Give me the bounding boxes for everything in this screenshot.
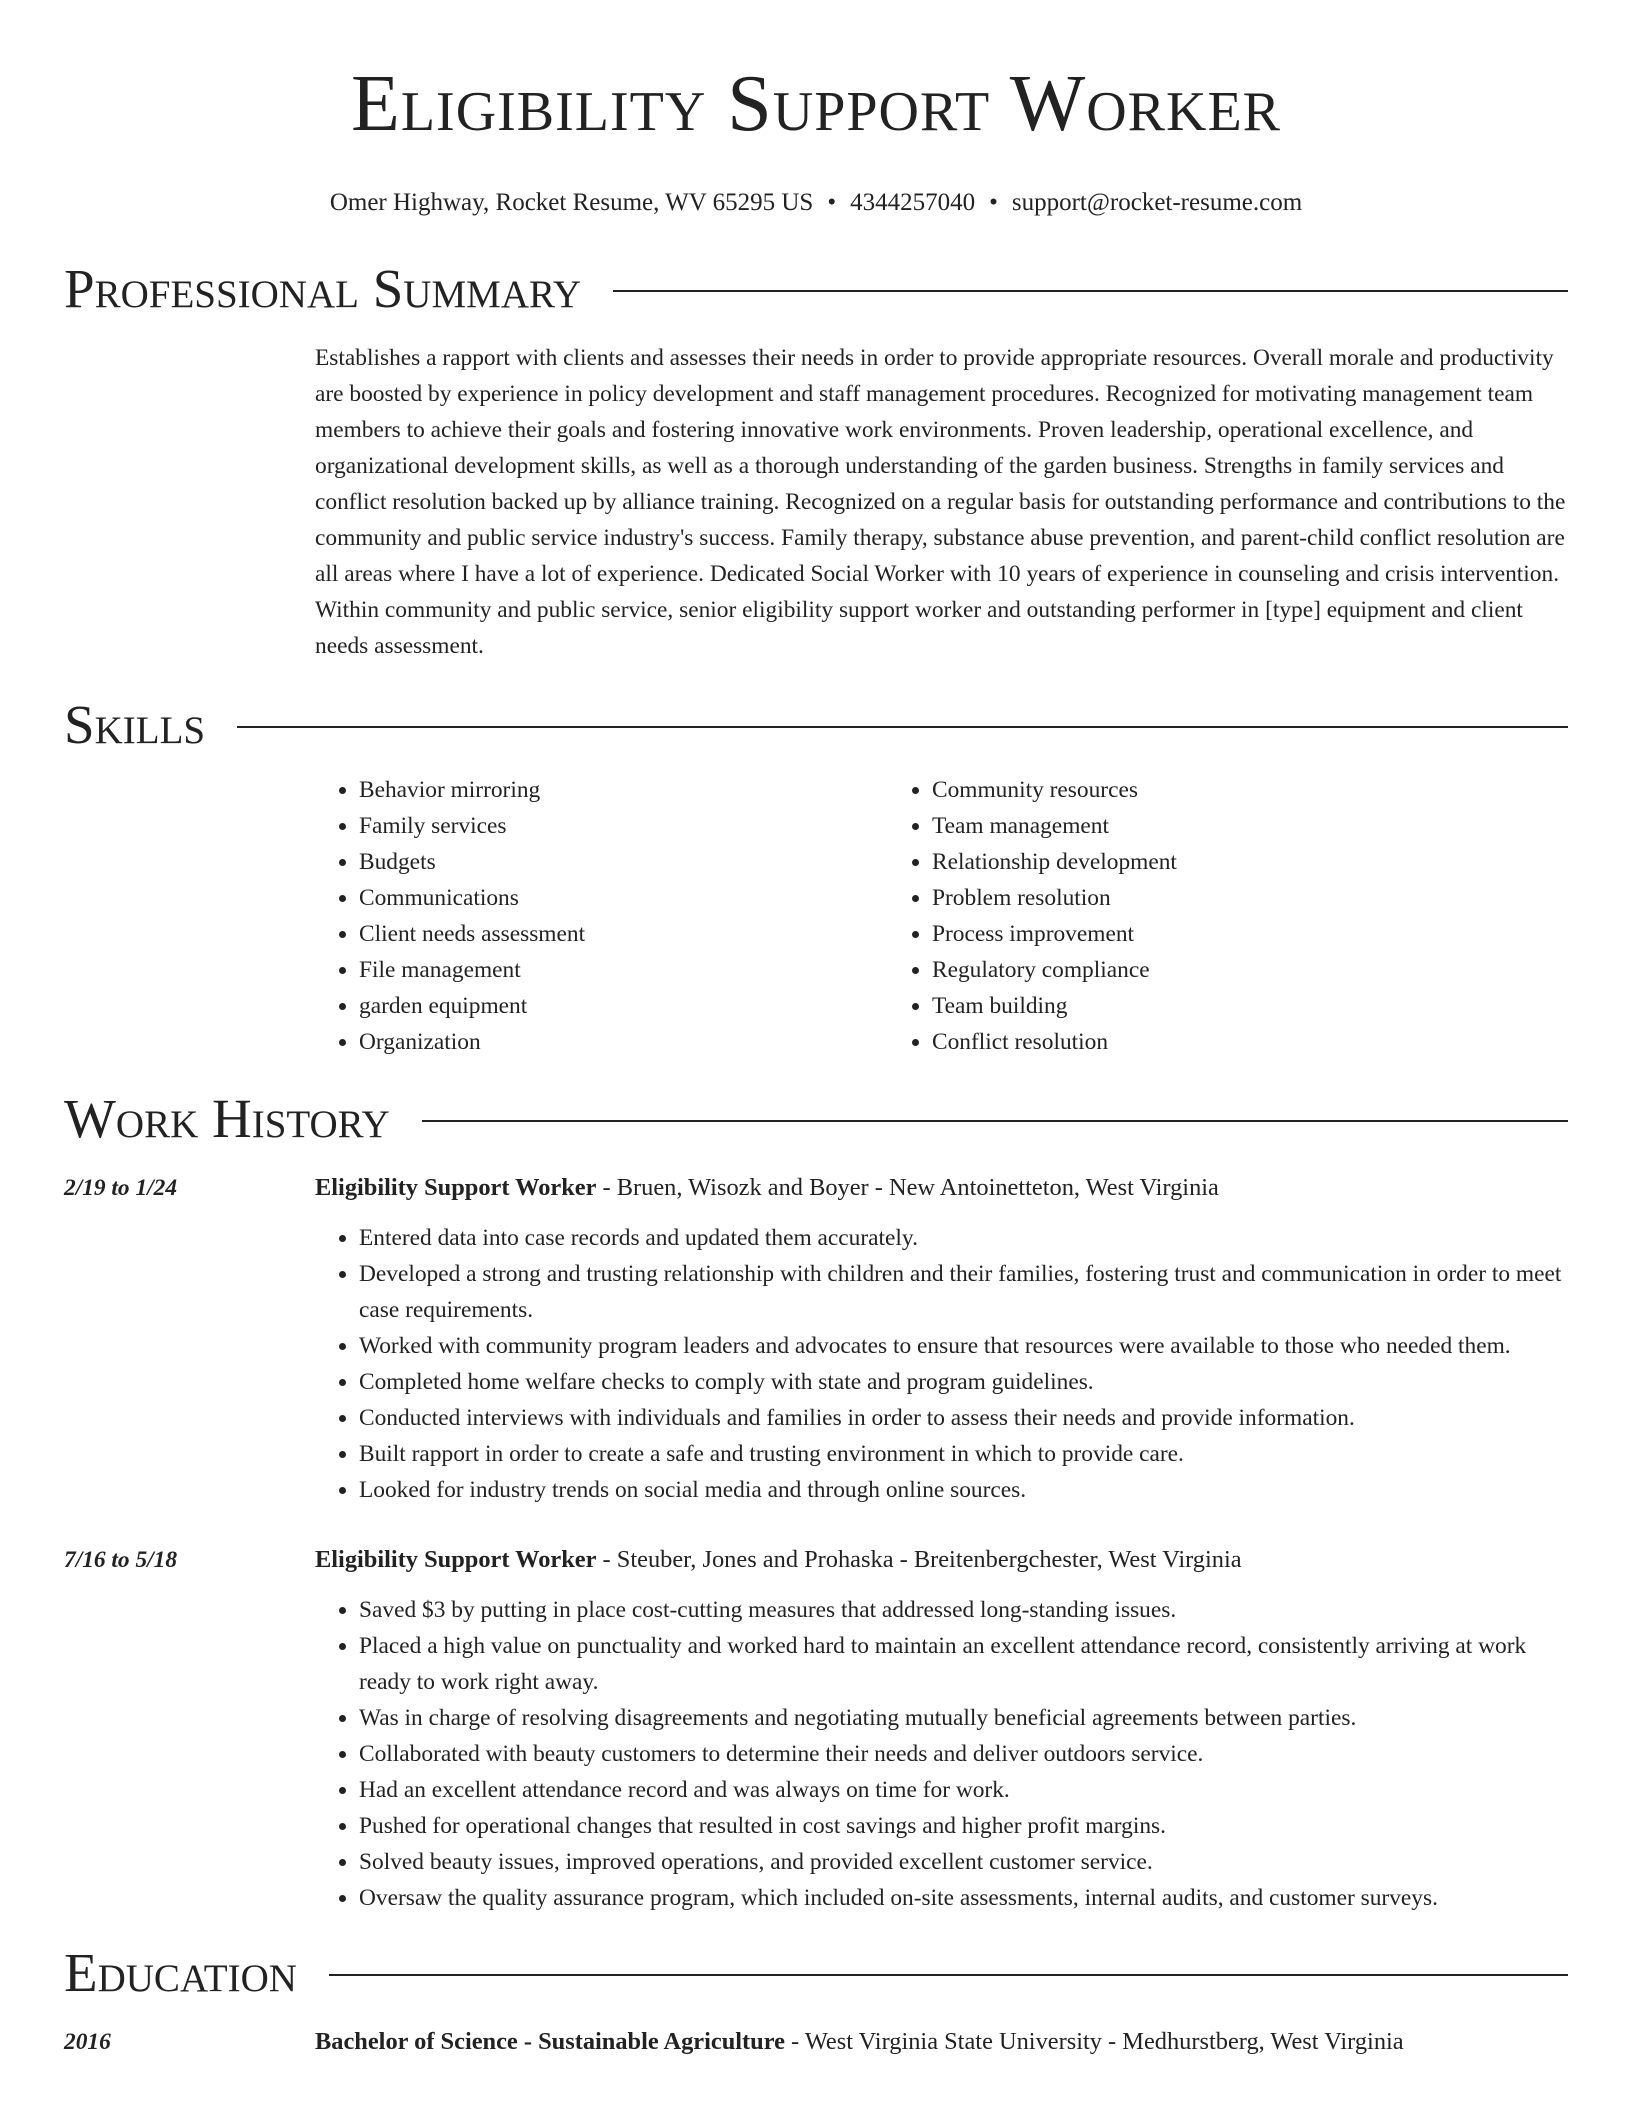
skill-item: • Team building	[932, 988, 1177, 1024]
education-entry	[64, 2024, 1568, 2060]
job-bullet: • Pushed for operational changes that resulted in cost savings and higher profit margins.	[359, 1808, 1568, 1844]
summary-heading-row	[64, 258, 1568, 320]
skill-item: • Family services	[359, 808, 888, 844]
job-employer: - Bruen, Wisozk and Boyer - New Antoinetteton, West Virginia	[596, 1174, 1219, 1201]
skill-item: • Communications	[359, 880, 888, 916]
phone: 4344257040	[850, 189, 976, 216]
education-year: 2016	[64, 2029, 111, 2055]
job-bullet: • Looked for industry trends on social media and through online sources.	[359, 1472, 1568, 1508]
section-heading-work: Work History	[64, 1088, 390, 1149]
separator: •	[827, 189, 837, 216]
section-rule	[237, 726, 1568, 728]
skills-heading-row	[64, 694, 1568, 756]
skill-item: • Conflict resolution	[932, 1024, 1177, 1060]
job-bullet: • Was in charge of resolving disagreements and negotiating mutually beneficial agreements between parties.	[359, 1700, 1568, 1736]
job-bullet: • Entered data into case records and updated them accurately.	[359, 1220, 1568, 1256]
skill-item: • Regulatory compliance	[932, 952, 1177, 988]
address: Omer Highway, Rocket Resume, WV 65295 US	[329, 189, 814, 216]
education-degree: Bachelor of Science - Sustainable Agriculture	[315, 2028, 785, 2055]
job-bullet: • Saved $3 by putting in place cost-cutting measures that addressed long-standing issues.	[359, 1592, 1568, 1628]
job-bullet: • Built rapport in order to create a safe and trusting environment in which to provide care.	[359, 1436, 1568, 1472]
summary-text: Establishes a rapport with clients and assesses their needs in order to provide appropriate resources. Overall morale and productivity are boosted by experience in policy development and staff management procedures. Recognized for motivating management team members to achieve their goals and fostering innovative work environments. Proven leadership, operational excellence, and organizational development skills, as well as a thorough understanding of the garden business. Strengths in family services and conflict resolution backed up by alliance training. Recognized on a regular basis for outstanding performance and contributions to the community and public service industry's success. Family therapy, substance abuse prevention, and parent-child conflict resolution are all areas where I have a lot of experience. Dedicated Social Worker with 10 years of experience in counseling and crisis intervention. Within community and public service, senior eligibility support worker and outstanding performer in [type] equipment and client needs assessment.	[315, 345, 1566, 659]
job-bullet: • Collaborated with beauty customers to determine their needs and deliver outdoors service.	[359, 1736, 1568, 1772]
work-heading-row	[64, 1088, 1568, 1150]
job-entry	[64, 1542, 1568, 1916]
skill-item: • Organization	[359, 1024, 888, 1060]
job-entry	[64, 1170, 1568, 1508]
skill-item: • Problem resolution	[932, 880, 1177, 916]
job-body	[315, 1170, 1568, 1508]
job-employer: - Steuber, Jones and Prohaska - Breitenbergchester, West Virginia	[596, 1546, 1242, 1573]
section-rule	[422, 1120, 1568, 1122]
education-school: - West Virginia State University - Medhurstberg, West Virginia	[784, 2028, 1404, 2055]
separator: •	[989, 189, 998, 216]
contact-line	[64, 188, 1568, 218]
skill-item: • Process improvement	[932, 916, 1177, 952]
job-title: Eligibility Support Worker	[315, 1546, 597, 1573]
skill-item: • Behavior mirroring	[359, 772, 888, 808]
job-bullet: • Had an excellent attendance record and was always on time for work.	[359, 1772, 1568, 1808]
education-heading-row	[64, 1942, 1568, 2004]
resume-title: Eligibility Support Worker	[350, 60, 1282, 148]
section-heading-summary: Professional Summary	[64, 258, 582, 319]
job-title: Eligibility Support Worker	[315, 1174, 597, 1201]
job-bullet: • Solved beauty issues, improved operations, and provided excellent customer service.	[359, 1844, 1568, 1880]
job-bullet: • Completed home welfare checks to comply with state and program guidelines.	[359, 1364, 1568, 1400]
job-body	[315, 1542, 1568, 1916]
job-title-line	[315, 1170, 1568, 1206]
skills-column-right	[888, 772, 1177, 1060]
skill-item: • File management	[359, 952, 888, 988]
skills-list	[315, 772, 1568, 1060]
email: support@rocket-resume.com	[1011, 189, 1303, 216]
section-rule	[613, 290, 1568, 292]
skill-item: • Relationship development	[932, 844, 1177, 880]
skills-column-left	[315, 772, 888, 1060]
section-heading-skills: Skills	[64, 694, 206, 755]
job-dates: 7/16 to 5/18	[64, 1547, 178, 1573]
education-body	[315, 2024, 1404, 2060]
skill-item: • Team management	[932, 808, 1177, 844]
section-heading-education: Education	[64, 1942, 297, 2003]
job-bullet: • Worked with community program leaders and advocates to ensure that resources were available to those who needed them.	[359, 1328, 1568, 1364]
skill-item: • garden equipment	[359, 988, 888, 1024]
job-bullet: • Conducted interviews with individuals and families in order to assess their needs and provide information.	[359, 1400, 1568, 1436]
skill-item: • Budgets	[359, 844, 888, 880]
skill-item: • Community resources	[932, 772, 1177, 808]
job-dates: 2/19 to 1/24	[64, 1175, 178, 1201]
job-bullet: • Developed a strong and trusting relationship with children and their families, fostering trust and communication in order to meet case requirements.	[359, 1256, 1568, 1328]
skill-item: • Client needs assessment	[359, 916, 888, 952]
job-bullet: • Placed a high value on punctuality and worked hard to maintain an excellent attendance record, consistently arriving at work ready to work right away.	[359, 1628, 1568, 1700]
job-bullets	[315, 1592, 1568, 1916]
job-bullet: • Oversaw the quality assurance program, which included on-site assessments, internal audits, and customer surveys.	[359, 1880, 1568, 1916]
section-rule	[329, 1974, 1568, 1976]
job-title-line	[315, 1542, 1568, 1578]
job-bullets	[315, 1220, 1568, 1508]
